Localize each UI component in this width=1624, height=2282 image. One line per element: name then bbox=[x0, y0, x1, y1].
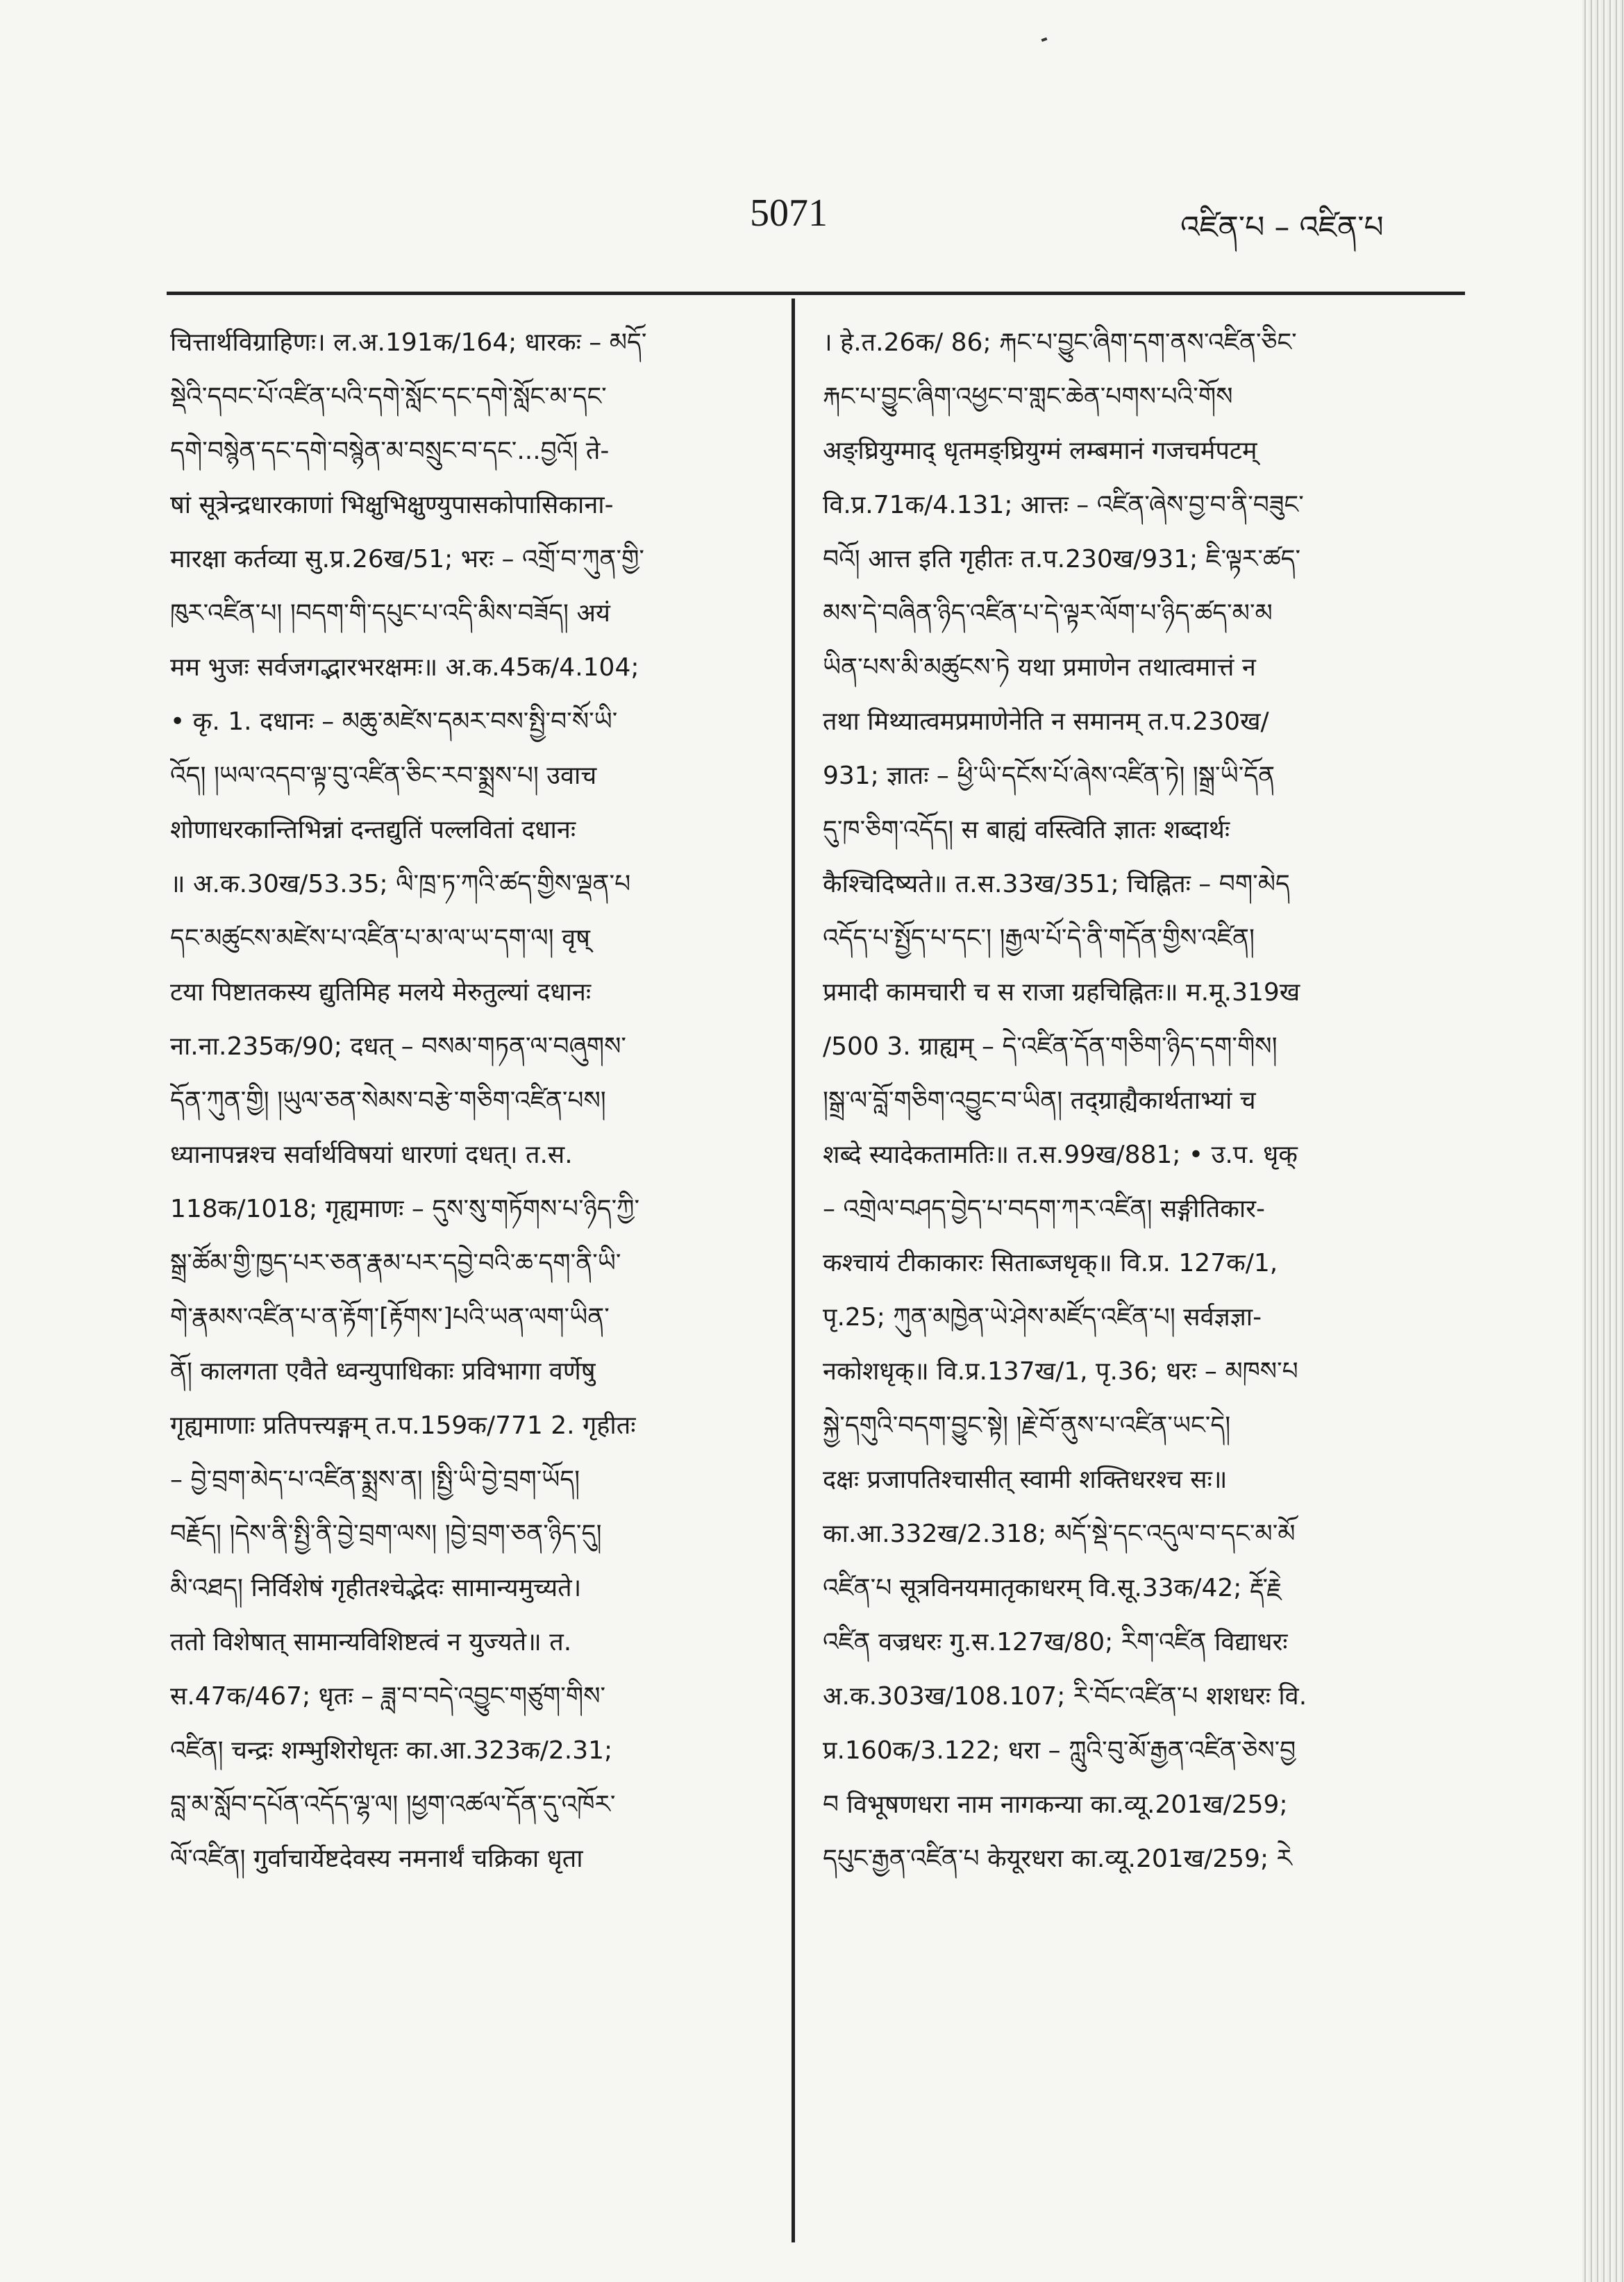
text-line: षां सूत्रेन्द्रधारकाणां भिक्षुभिक्षुण्युपासकोपासिकाना- bbox=[170, 491, 614, 519]
text-line: – འགྲེལ་བཤད་བྱེད་པ་བདག་ཀར་འཛིན། सङ्गीतिकार- bbox=[823, 1195, 1265, 1223]
text-line: བླ་མ་སློབ་དཔོན་འདོད་ལྷ་ལ། །ཕྱག་འཚལ་དོན་དུ་འཁོར་ bbox=[170, 1790, 616, 1819]
text-line: प्र.160क/3.122; धरा – ཀླུའི་བུ་མོ་རྒྱན་འཛིན་ཅེས་བྱ bbox=[823, 1736, 1296, 1765]
text-line: टया पिष्टातकस्य द्युतिमिह मलये मेरुतुल्यां दधानः bbox=[170, 978, 592, 1007]
text-line: གེ་རྣམས་འཛིན་པ་ན་རྟོག་[རྟོགས་]པའི་ཡན་ལག་ཡིན་ bbox=[170, 1303, 610, 1332]
text-line: नकोशधृक्॥ वि.प्र.137ख/1, पृ.36; धरः – མཁས་པ bbox=[823, 1357, 1298, 1386]
text-line: पृ.25; ཀུན་མཁྱེན་ཡེ་ཤེས་མཛོད་འཛིན་པ། सर्वज्ञज्ञा- bbox=[823, 1303, 1262, 1332]
text-line: का.आ.332ख/2.318; མདོ་སྡེ་དང་འདུལ་བ་དང་མ་མོ bbox=[823, 1520, 1296, 1548]
text-line: वि.प्र.71क/4.131; आत्तः – འཛིན་ཞེས་བྱ་བ་ནི་བཟུང་ bbox=[823, 491, 1304, 519]
text-line: འཛིན། चन्द्रः शम्भुशिरोधृतः का.आ.323क/2.31; bbox=[170, 1736, 613, 1765]
text-line: मारक्षा कर्तव्या सु.प्र.26ख/51; भरः – འགྲོ་བ་ཀུན་གྱི་ bbox=[170, 545, 644, 573]
text-line: ལོ་འཛིན། गुर्वाचार्येष्टदेवस्य नमनार्थं चक्रिका धृता bbox=[170, 1845, 583, 1873]
text-line: སྡེའི་དབང་པོ་འཛིན་པའི་དགེ་སློང་དང་དགེ་སློང་མ་དང་ bbox=[170, 383, 607, 411]
text-line: तथा मिथ्यात्वमप्रमाणेनेति न समानम् त.प.230ख/ bbox=[823, 707, 1269, 736]
text-line: मम भुजः सर्वजगद्भारभरक्षमः॥ अ.क.45क/4.104; bbox=[170, 653, 639, 682]
text-line: कैश्चिदिष्यते॥ त.स.33ख/351; चिह्नितः – བག་མེད bbox=[823, 870, 1290, 898]
text-line: བ विभूषणधरा नाम नागकन्या का.व्यू.201ख/259; bbox=[823, 1790, 1288, 1819]
text-line: བའོ། आत्त इति गृहीतः त.प.230ख/931; ཇི་ལྟར་ཚད་ bbox=[823, 545, 1301, 573]
text-line: । हे.त.26क/ 86; རྐང་པ་བྱུང་ཞིག་དག་ནས་འཛིན་ཅིང་ bbox=[823, 328, 1297, 357]
text-line: དོན་ཀུན་གྱི། །ཡུལ་ཅན་སེམས་བརྩེ་གཅིག་འཛིན་པས། bbox=[170, 1087, 606, 1115]
text-line: दक्षः प्रजापतिश्चासीत् स्वामी शक्तिधरश्च सः॥ bbox=[823, 1466, 1228, 1494]
text-line: མས་དེ་བཞིན་ཉིད་འཛིན་པ་དེ་ལྟར་ལོག་པ་ཉིད་ཚད་མ་མ bbox=[823, 599, 1273, 628]
text-line: ॥ अ.क.30ख/53.35; ལི་ཁྲ་ཏ་ཀའི་ཚད་གྱིས་ལྡན་པ bbox=[170, 870, 631, 898]
text-line: /500 3. ग्राह्यम् – དེ་འཛིན་དོན་གཅིག་ཉིད་དག་གིས། bbox=[823, 1032, 1278, 1061]
text-line: ना.ना.235क/90; दधत् – བསམ་གཏན་ལ་བཞུགས་ bbox=[170, 1032, 626, 1061]
text-line: शब्दे स्यादेकतामतिः॥ त.स.99ख/881; • उ.प. धृक् bbox=[823, 1141, 1298, 1169]
right-column bbox=[823, 316, 1413, 1886]
running-head: འཛིན་པ – འཛིན་པ bbox=[1180, 210, 1384, 245]
text-line: गृह्यमाणाः प्रतिपत्त्यङ्गम् त.प.159क/771 2. गृहीतः bbox=[170, 1411, 636, 1440]
text-line: དུ་ཁ་ཅིག་འདོད། स बाह्यं वस्त्विति ज्ञातः शब्दार्थः bbox=[823, 816, 1230, 844]
text-line: शोणाधरकान्तिभिन्नां दन्तद्युतिं पल्लवितां दधानः bbox=[170, 816, 576, 844]
text-line: འདོད་པ་སྤྱོད་པ་དང་། །རྒྱལ་པོ་དེ་ནི་གདོན་གྱིས་འཛིན། bbox=[823, 924, 1255, 953]
text-line: སྒྲ་ཚོམ་གྱི་ཁྱད་པར་ཅན་རྣམ་པར་དབྱེ་བའི་ཆ་དག་ནི་ཡི་ bbox=[170, 1249, 621, 1277]
text-line: • कृ. 1. दधानः – མཆུ་མཛེས་དམར་བས་སྤྱི་བ་སོ་ཡི་ bbox=[170, 707, 618, 736]
scan-edge bbox=[1582, 0, 1624, 2282]
text-line: प्रमादी कामचारी च स राजा ग्रहचिह्नितः॥ म.मू.319ख bbox=[823, 978, 1300, 1007]
text-line: अ.क.303ख/108.107; རི་བོང་འཛིན་པ शशधरः वि. bbox=[823, 1682, 1307, 1711]
text-line: ཁུར་འཛིན་པ། །བདག་གི་དཔུང་པ་འདི་མིས་བཟོད། अयं bbox=[170, 599, 610, 628]
text-line: 118क/1018; गृह्यमाणः – དུས་སུ་གཏོགས་པ་ཉིད་ཀྱི་ bbox=[170, 1195, 640, 1223]
text-line: चित्तार्थविग्राहिणः। ल.अ.191क/164; धारकः – མདོ་ bbox=[170, 328, 647, 357]
text-line: ནོ། कालगता एवैते ध्वन्युपाधिकाः प्रविभागा वर्णेषु bbox=[170, 1357, 596, 1386]
text-line: – བྱེ་བྲག་མེད་པ་འཛིན་སྨྲས་ན། །སྤྱི་ཡི་བྱེ་བྲག་ཡོད། bbox=[170, 1466, 580, 1494]
text-line: འོད། །ཡལ་འདབ་ལྟ་བུ་འཛིན་ཅིང་རབ་སྨྲས་པ། उवाच bbox=[170, 762, 597, 790]
text-line: ཡིན་པས་མི་མཚུངས་ཏེ यथा प्रमाणेन तथात्वमात्तं न bbox=[823, 653, 1256, 682]
text-line: ध्यानापन्नश्च सर्वार्थविषयां धारणां दधत्। त.स. bbox=[170, 1141, 573, 1169]
left-column bbox=[170, 316, 760, 1886]
text-line: अङ्घ्रियुग्माद् धृतमङ्घ्रियुग्मं लम्बमानं गजचर्मपटम् bbox=[823, 437, 1257, 465]
page-number: 5071 bbox=[750, 192, 828, 235]
text-line: དཔུང་རྒྱན་འཛིན་པ केयूरधरा का.व्यू.201ख/259; རེ bbox=[823, 1845, 1292, 1873]
text-line: དང་མཚུངས་མཛེས་པ་འཛིན་པ་མ་ལ་ཡ་དག་ལ། वृष् bbox=[170, 924, 590, 953]
text-line: སྐྱེ་དགུའི་བདག་བྱུང་སྟེ། །རྗེ་བོ་ནུས་པ་འཛིན་ཡང་དེ། bbox=[823, 1411, 1231, 1440]
text-line: བརྗོད། །དེས་ནི་སྤྱི་ནི་བྱེ་བྲག་ལས། །བྱེ་བྲག་ཅན་ཉིད་དུ། bbox=[170, 1520, 602, 1548]
text-line: 931; ज्ञातः – ཕྱི་ཡི་དངོས་པོ་ཞེས་འཛིན་ཏེ། །སྒྲ་ཡི་དོན bbox=[823, 762, 1275, 790]
text-line: མི་འཐད། निर्विशेषं गृहीतश्चेद्भेदः सामान्यमुच्यते। bbox=[170, 1574, 582, 1602]
column-divider bbox=[792, 299, 795, 2242]
text-line: འཛིན་པ सूत्रविनयमातृकाधरम् वि.सू.33क/42; རྡོ་རྗེ bbox=[823, 1574, 1282, 1602]
header-rule bbox=[167, 292, 1465, 295]
text-line: कश्चायं टीकाकारः सिताब्जधृक्॥ वि.प्र. 127क/1, bbox=[823, 1249, 1278, 1277]
scan-speck bbox=[1041, 37, 1048, 42]
text-line: स.47क/467; धृतः – ཟླ་བ་བདེ་འབྱུང་གཙུག་གིས་ bbox=[170, 1682, 606, 1711]
text-line: ततो विशेषात् सामान्यविशिष्टत्वं न युज्यते॥ त. bbox=[170, 1628, 572, 1656]
text-line: །སྒྲ་ལ་བློ་གཅིག་འབྱུང་བ་ཡིན། तद्ग्राह्यैकार्थताभ्यां च bbox=[823, 1087, 1256, 1115]
text-line: དགེ་བསྙེན་དང་དགེ་བསྙེན་མ་བསྲུང་བ་དང་...བྱའོ། ते- bbox=[170, 437, 610, 465]
text-line: རྐང་པ་བྱུང་ཞིག་འཕྱང་བ་གླང་ཆེན་པགས་པའི་གོས bbox=[823, 383, 1233, 411]
text-line: འཛིན वज्रधरः गु.स.127ख/80; རིག་འཛིན विद्याधरः bbox=[823, 1628, 1288, 1656]
